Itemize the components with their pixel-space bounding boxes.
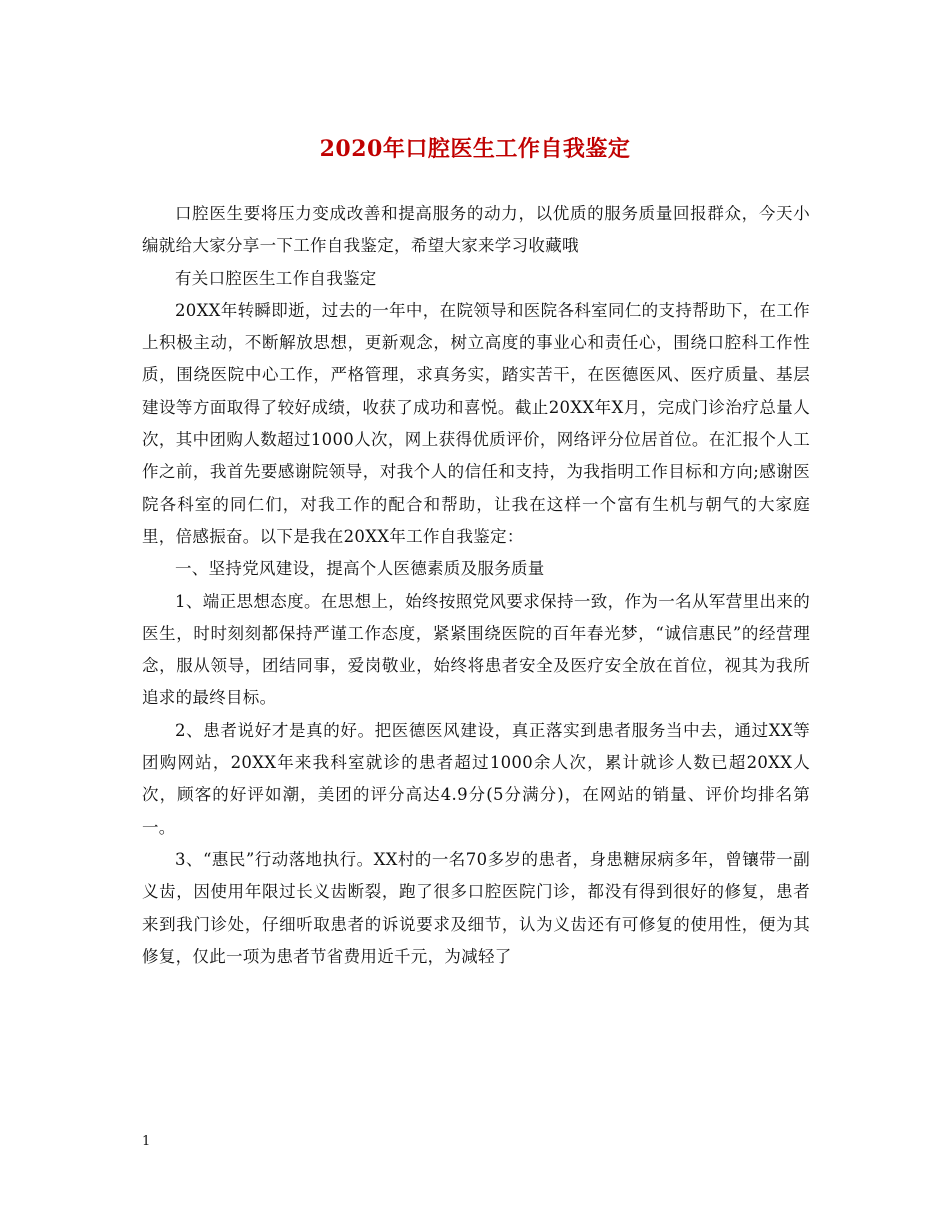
page-number: 1 <box>142 1134 151 1149</box>
document-body <box>142 198 810 973</box>
item-paragraph-3: 3、“惠民”行动落地执行。XX村的一名70多岁的患者，身患糖尿病多年，曾镶带一副义齿，因使用年限过长义齿断裂，跑了很多口腔医院门诊，都没有得到很好的修复，患者来到我门诊处，仔细听取患者的诉说要求及细节，认为义齿还有可修复的使用性，便为其修复，仅此一项为患者节省费用近千元，为减轻了 <box>142 849 810 966</box>
item-paragraph-2: 2、患者说好才是真的好。把医德医风建设，真正落实到患者服务当中去，通过XX等团购网站，20XX年来我科室就诊的患者超过1000余人次，累计就诊人数已超20XX人次，顾客的好评如潮，美团的评分高达4.9分(5分满分)，在网站的销量、评价均排名第一。 <box>142 720 810 837</box>
document-title: 2020年口腔医生工作自我鉴定 <box>319 136 631 162</box>
summary-paragraph: 20XX年转瞬即逝，过去的一年中，在院领导和医院各科室同仁的支持帮助下，在工作上积极主动，不断解放思想，更新观念，树立高度的事业心和责任心，围绕口腔科工作性质，围绕医院中心工作，严格管理，求真务实，踏实苦干，在医德医风、医疗质量、基层建设等方面取得了较好成绩，收获了成功和喜悦。截止20XX年X月，完成门诊治疗总量人次，其中团购人数超过1000人次，网上获得优质评价，网络评分位居首位。在汇报个人工作之前，我首先要感谢院领导，对我个人的信任和支持，为我指明工作目标和方向;感谢医院各科室的同仁们，对我工作的配合和帮助，让我在这样一个富有生机与朝气的大家庭里，倍感振奋。以下是我在20XX年工作自我鉴定： <box>142 300 810 546</box>
section-heading: 有关口腔医生工作自我鉴定 <box>175 268 377 288</box>
subsection-heading: 一、坚持党风建设，提高个人医德素质及服务质量 <box>175 559 545 579</box>
intro-paragraph: 口腔医生要将压力变成改善和提高服务的动力，以优质的服务质量回报群众，今天小编就给大家分享一下工作自我鉴定，希望大家来学习收藏哦 <box>142 204 810 256</box>
item-paragraph-1: 1、端正思想态度。在思想上，始终按照党风要求保持一致，作为一名从军营里出来的医生，时时刻刻都保持严谨工作态度，紧紧围绕医院的百年春光梦，“诚信惠民”的经营理念，服从领导，团结同事，爱岗敬业，始终将患者安全及医疗安全放在首位，视其为我所追求的最终目标。 <box>142 591 810 708</box>
